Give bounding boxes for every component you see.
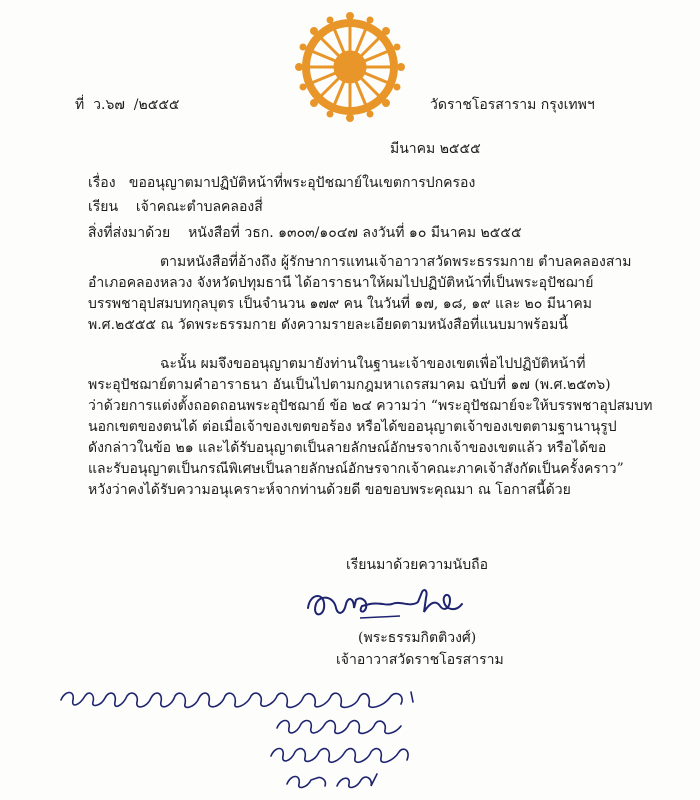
body-line: ตามหนังสือที่อ้างถึง ผู้รักษาการแทนเจ้าอาวาสวัดพระธรรมกาย ตำบลคลองสาม xyxy=(160,254,632,270)
signer-title: เจ้าอาวาสวัดราชโอรสาราม xyxy=(336,652,504,668)
attachment-text: หนังสือที่ วธก. ๑๓๐๓/๑๐๔๗ ลงวันที่ ๑๐ มีนาคม ๒๕๕๕ xyxy=(188,225,522,241)
subject-label: เรื่อง xyxy=(88,175,116,191)
attachment-label: สิ่งที่ส่งมาด้วย xyxy=(88,225,171,241)
subject-text: ขออนุญาตมาปฏิบัติหน้าที่พระอุปัชฌาย์ในเขตการปกครอง xyxy=(128,175,476,191)
recipient-label: เรียน xyxy=(88,199,119,215)
body-line: ฉะนั้น ผมจึงขออนุญาตมายังท่านในฐานะเจ้าของเขตเพื่อไปปฏิบัติหน้าที่ xyxy=(160,356,586,372)
ref-code: ว.๖๗ xyxy=(93,97,125,113)
body-line: ว่าด้วยการแต่งตั้งถอดถอนพระอุปัชฌาย์ ข้อ ๒๔ ความว่า “พระอุปัชฌาย์จะให้บรรพชาอุปสมบท xyxy=(88,398,653,414)
letter-date: มีนาคม ๒๕๕๕ xyxy=(390,141,481,157)
attachment-line xyxy=(88,224,522,242)
body-line: ดังกล่าวในข้อ ๒๑ และได้รับอนุญาตเป็นลายลักษณ์อักษรจากเจ้าของเขตแล้ว หรือได้ขอ xyxy=(88,440,607,456)
body-paragraph-1 xyxy=(88,252,678,336)
issuer: วัดราชโอรสาราม กรุงเทพฯ xyxy=(430,97,595,113)
ref-year: /๒๕๕๕ xyxy=(133,97,180,113)
body-line: และรับอนุญาตเป็นกรณีพิเศษเป็นลายลักษณ์อักษรจากเจ้าคณะภาคเจ้าสังกัดเป็นครั้งคราว” xyxy=(88,461,624,477)
subject-line xyxy=(88,174,475,192)
body-line: พ.ศ.๒๕๕๕ ณ วัดพระธรรมกาย ดังความรายละเอียดตามหนังสือที่แนบมาพร้อมนี้ xyxy=(88,317,568,333)
recipient-line xyxy=(88,198,263,216)
body-line: อำเภอคลองหลวง จังหวัดปทุมธานี ได้อาราธนาให้ผมไปปฏิบัติหน้าที่เป็นพระอุปัชฌาย์ xyxy=(88,275,594,291)
dharma-wheel-emblem-icon xyxy=(295,12,405,122)
handwritten-note-icon xyxy=(55,682,435,794)
signer-name: (พระธรรมกิตติวงศ์) xyxy=(358,630,477,646)
body-line: นอกเขตของตนได้ ต่อเมื่อเจ้าของเขตขอร้อง หรือได้ขออนุญาตเจ้าของเขตตามฐานานุรูป xyxy=(88,419,617,435)
recipient-text: เจ้าคณะตำบลคลองสี่ xyxy=(135,199,263,215)
reference-number xyxy=(75,96,180,114)
ref-prefix: ที่ xyxy=(75,97,85,113)
closing-salutation: เรียนมาด้วยความนับถือ xyxy=(346,557,488,573)
body-line: หวังว่าคงได้รับความอนุเคราะห์จากท่านด้วยดี ขอขอบพระคุณมา ณ โอกาสนี้ด้วย xyxy=(88,482,571,498)
body-line: พระอุปัชฌาย์ตามคำอาราธนา อันเป็นไปตามกฎมหาเถรสมาคม ฉบับที่ ๑๗ (พ.ศ.๒๕๓๖) xyxy=(88,377,611,393)
signature-icon xyxy=(300,578,480,628)
body-line: บรรพชาอุปสมบทกุลบุตร เป็นจำนวน ๑๗๙ คน ในวันที่ ๑๗, ๑๘, ๑๙ และ ๒๐ มีนาคม xyxy=(88,296,593,312)
body-paragraph-2 xyxy=(88,354,678,501)
